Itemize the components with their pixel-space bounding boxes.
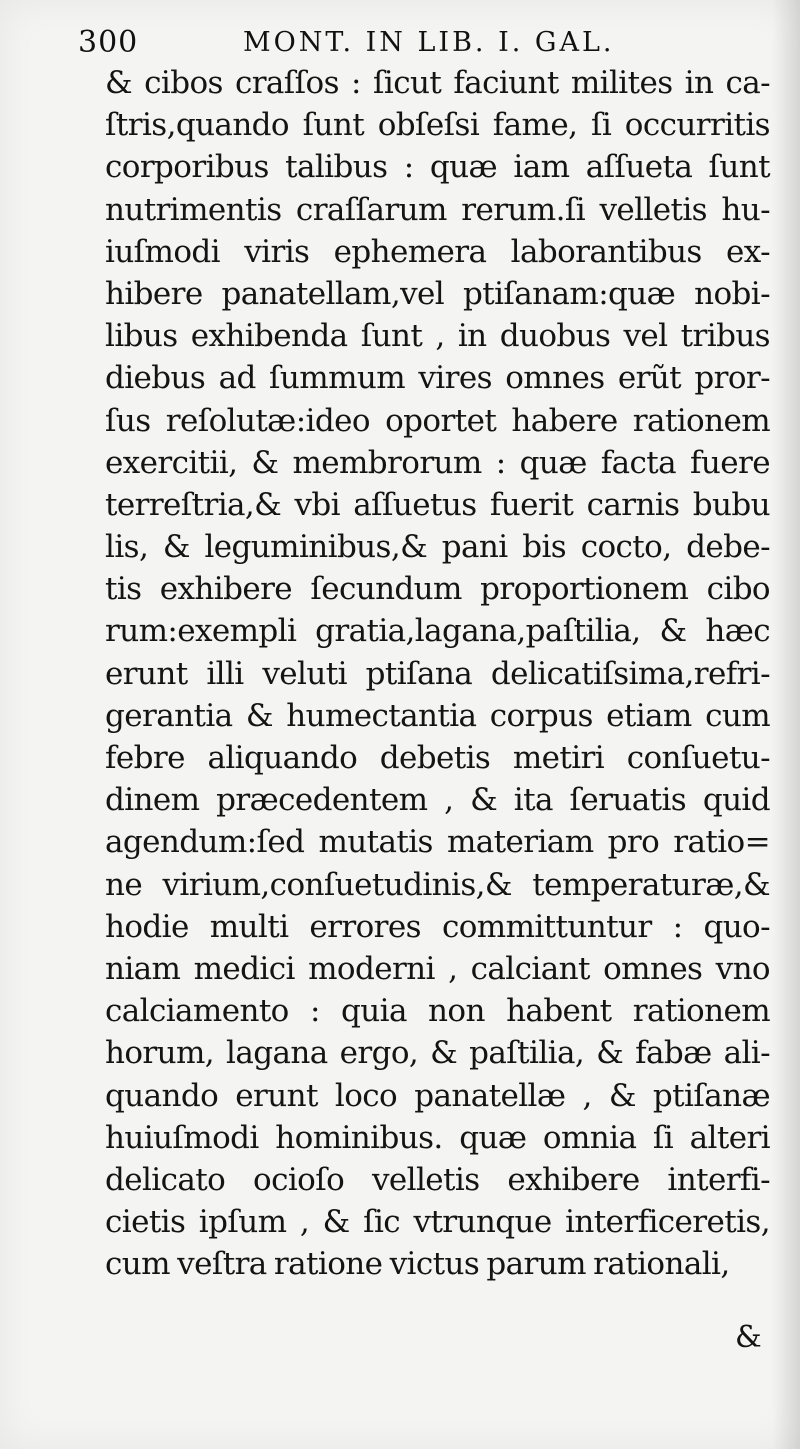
- text-line: iuſmodi viris ephemera laborantibus ex-: [105, 233, 770, 270]
- text-line: tis exhibere ſecundum proportionem cibo: [105, 571, 770, 608]
- text-line: ne virium,conſuetudinis,& temperaturæ,&: [105, 866, 770, 903]
- catchword: &: [735, 1320, 762, 1355]
- page-header: [78, 18, 718, 68]
- page-number: 300: [78, 25, 139, 60]
- text-line: dinem præcedentem , & ita ſeruatis quid: [105, 782, 770, 819]
- text-line: horum, lagana ergo, & paſtilia, & fabæ ali-: [105, 1035, 770, 1072]
- text-line: huiuſmodi hominibus. quæ omnia ſi alteri: [105, 1119, 770, 1156]
- text-line: cum veſtra ratione victus parum rationali,: [105, 1246, 730, 1283]
- page-edge-shadow: [772, 0, 800, 1449]
- text-line: diebus ad ſummum vires omnes erũt pror-: [105, 360, 770, 397]
- text-line: calciamento : quia non habent rationem: [105, 993, 770, 1030]
- text-line: nutrimentis craſſarum rerum.ſi velletis hu-: [105, 191, 770, 228]
- text-line: agendum:ſed mutatis materiam pro ratio=: [105, 824, 770, 861]
- text-line: ſtris,quando ſunt obſeſsi fame, ſi occurritis: [105, 107, 770, 144]
- text-line: ſus reſolutæ:ideo oportet habere rationem: [105, 402, 770, 439]
- text-line: delicato ocioſo velletis exhibere interfi-: [105, 1161, 770, 1198]
- text-line: corporibus talibus : quæ iam aſſueta ſunt: [105, 149, 770, 186]
- text-line: quando erunt loco panatellæ , & ptiſanæ: [105, 1077, 770, 1114]
- text-line: febre aliquando debetis metiri conſuetu-: [105, 740, 770, 776]
- text-line: exercitii, & membrorum : quæ facta fuere: [105, 444, 770, 481]
- text-line: hodie multi errores committuntur : quo-: [105, 908, 770, 945]
- running-title: MONT. IN LIB. I. GAL.: [243, 27, 615, 58]
- text-line: & cibos craſſos : ſicut faciunt milites in ca-: [105, 65, 770, 101]
- body-text: [105, 62, 770, 1285]
- text-line: cietis ipſum , & ſic vtrunque interficeretis,: [105, 1204, 770, 1241]
- text-line: hibere panatellam,vel ptiſanam:quæ nobi-: [105, 275, 770, 312]
- text-line: gerantia & humectantia corpus etiam cum: [105, 697, 770, 734]
- text-line: rum:exempli gratia,lagana,paſtilia, & hæc: [105, 613, 770, 650]
- text-line: lis, & leguminibus,& pani bis cocto, debe-: [105, 529, 770, 566]
- text-line: libus exhibenda ſunt , in duobus vel tribus: [105, 318, 770, 355]
- text-line: terreſtria,& vbi aſſuetus fuerit carnis bubu: [105, 486, 770, 523]
- text-line: erunt illi veluti ptiſana delicatiſsima,refri-: [105, 655, 770, 692]
- text-line: niam medici moderni , calciant omnes vno: [105, 950, 770, 987]
